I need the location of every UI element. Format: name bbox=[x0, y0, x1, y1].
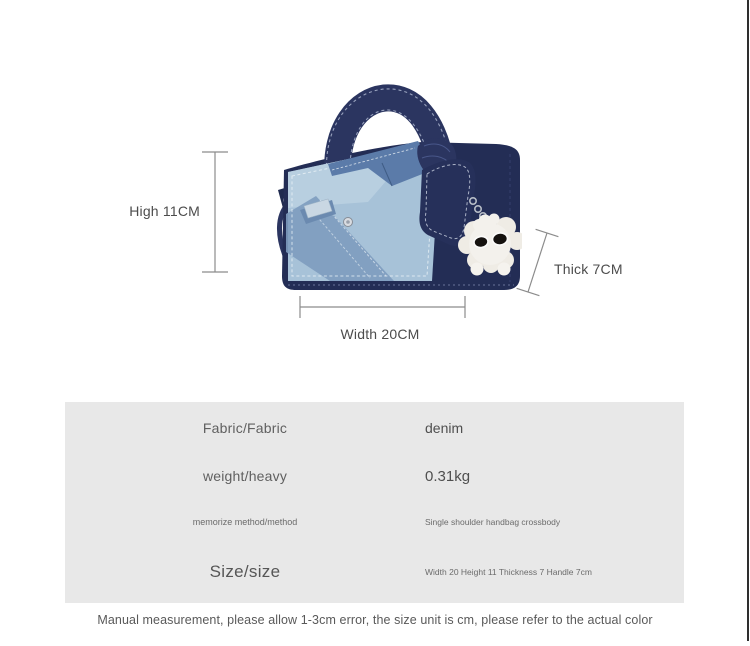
measurement-note: Manual measurement, please allow 1-3cm error, the size unit is cm, please refer to the actual color bbox=[97, 613, 653, 627]
width-dimension-label: Width 20CM bbox=[340, 326, 420, 342]
spec-label: memorize method/method bbox=[192, 517, 298, 527]
spec-value: denim bbox=[425, 420, 464, 436]
page-right-border bbox=[747, 0, 749, 641]
thickness-dimension-label: Thick 7CM bbox=[554, 261, 623, 277]
width-dimension-line bbox=[300, 296, 465, 318]
spec-label: Fabric/Fabric bbox=[202, 420, 288, 436]
height-dimension-line bbox=[202, 152, 228, 272]
spec-row-fabric bbox=[65, 410, 684, 446]
spec-row-weight bbox=[65, 458, 684, 494]
spec-value: 0.31kg bbox=[425, 467, 471, 485]
spec-value: Single shoulder handbag crossbody bbox=[425, 517, 561, 527]
height-dimension-label: High 11CM bbox=[129, 203, 200, 219]
spec-label: Size/size bbox=[209, 562, 281, 581]
spec-value: Width 20 Height 11 Thickness 7 Handle 7cm bbox=[425, 567, 592, 577]
thickness-dimension-line bbox=[517, 229, 559, 295]
spec-label: weight/heavy bbox=[202, 468, 288, 484]
spec-row-carry-method bbox=[65, 504, 684, 540]
spec-row-size bbox=[65, 552, 684, 592]
spec-table bbox=[65, 402, 684, 603]
